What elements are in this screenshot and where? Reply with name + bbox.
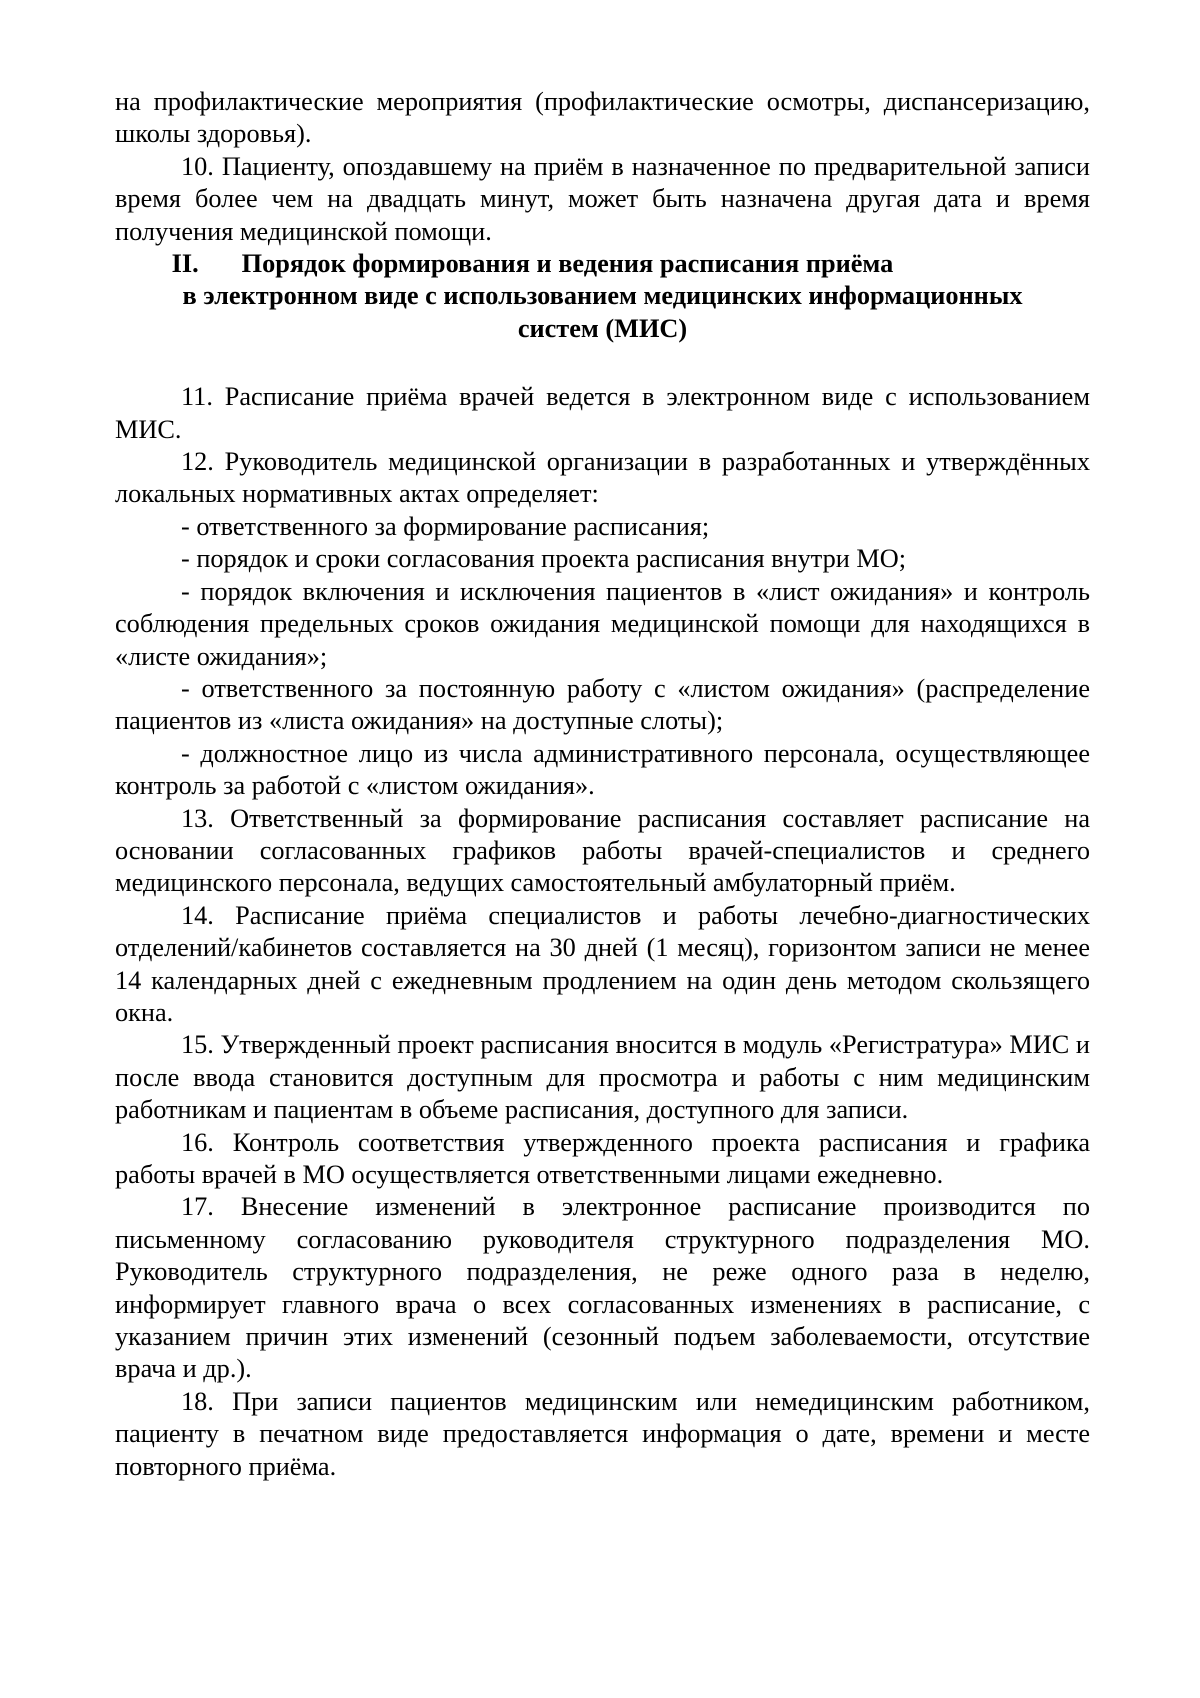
list-item: - порядок включения и исключения пациентов в «лист ожидания» и контроль соблюдения предельных сроков ожидания медицинской помощи для находящихся в «листе ожидания»;: [115, 576, 1090, 671]
paragraph-14: 14. Расписание приёма специалистов и работы лечебно-диагностических отделений/кабинетов составляется на 30 дней (1 месяц), горизонтом записи не менее 14 календарных дней с ежедневным продлением на один день методом скользящего окна.: [115, 900, 1090, 1027]
section-title-line-1: Порядок формирования и ведения расписания приёма: [241, 249, 894, 279]
section-title-line-2: в электронном виде с использованием медицинских информационных: [182, 281, 1023, 311]
paragraph-16: 16. Контроль соответствия утвержденного проекта расписания и графика работы врачей в МО осуществляется ответственными лицами ежедневно.: [115, 1127, 1090, 1189]
paragraph-13: 13. Ответственный за формирование расписания составляет расписание на основании согласованных графиков работы врачей-специалистов и среднего медицинского персонала, ведущих самостоятельный амбулаторный приём.: [115, 803, 1090, 898]
paragraph-12: 12. Руководитель медицинской организации в разработанных и утверждённых локальных нормативных актах определяет:: [115, 447, 1090, 509]
paragraph-18: 18. При записи пациентов медицинским или немедицинским работником, пациенту в печатном виде предоставляется информация о дате, времени и месте повторного приёма.: [115, 1386, 1090, 1481]
section-title-line-3: систем (МИС): [517, 313, 688, 343]
list-item: - порядок и сроки согласования проекта расписания внутри МО;: [181, 544, 907, 574]
section-number: II.: [171, 249, 199, 279]
section-heading-line-1: [115, 248, 1090, 280]
paragraph-continuation: на профилактические мероприятия (профилактические осмотры, диспансеризацию, школы здоровья).: [115, 87, 1090, 149]
list-item: - ответственного за постоянную работу с «листом ожидания» (распределение пациентов из «листа ожидания» на доступные слоты);: [115, 673, 1090, 736]
paragraph-10: 10. Пациенту, опоздавшему на приём в назначенное по предварительной записи время более чем на двадцать минут, может быть назначена другая дата и время получения медицинской помощи.: [115, 151, 1090, 246]
section-heading: [115, 248, 1090, 345]
list-item: - должностное лицо из числа административного персонала, осуществляющее контроль за работой с «листом ожидания».: [115, 738, 1090, 801]
paragraph-15: 15. Утвержденный проект расписания вносится в модуль «Регистратура» МИС и после ввода становится доступным для просмотра и работы с ним медицинским работникам и пациентам в объеме расписания, доступного для записи.: [115, 1030, 1090, 1125]
paragraph-17: 17. Внесение изменений в электронное расписание производится по письменному согласованию руководителя структурного подразделения МО. Руководитель структурного подразделения, не реже одного раза в неделю, информирует главного врача о всех согласованных изменениях в расписание, с указанием причин этих изменений (сезонный подъем заболеваемости, отсутствие врача и др.).: [115, 1192, 1090, 1384]
list-item: - ответственного за формирование расписания;: [181, 511, 710, 541]
paragraph-11: 11. Расписание приёма врачей ведется в электронном виде с использованием МИС.: [115, 382, 1090, 444]
